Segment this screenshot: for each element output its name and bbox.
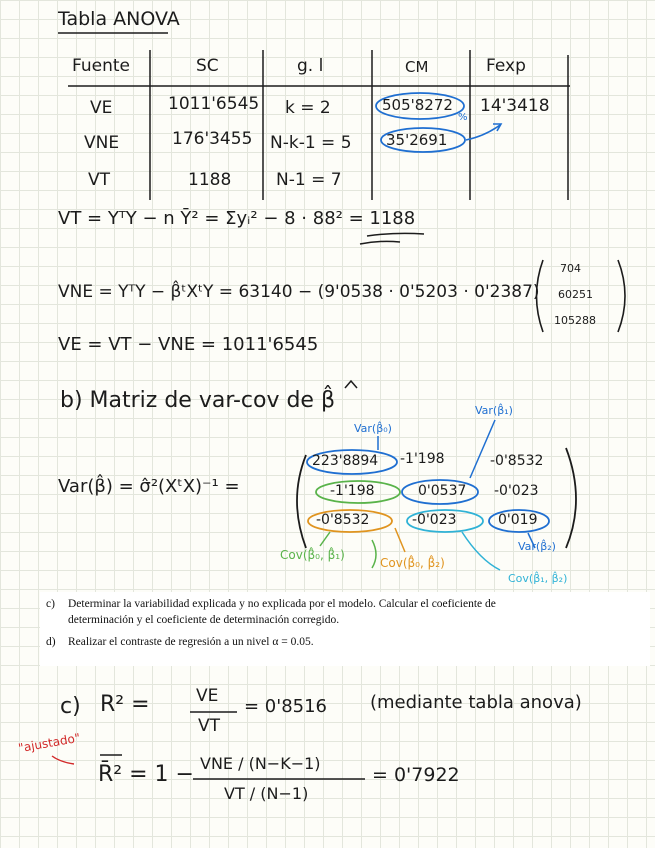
eq-ve: VE = VT − VNE = 1011'6545: [58, 334, 319, 355]
row-vne-fuente: VNE: [84, 133, 120, 153]
adj-frac-num: VNE / (N−K−1): [200, 754, 321, 773]
matrix-r2-c2: 0'019: [498, 512, 538, 528]
row-ve-cm: 505'8272: [382, 96, 453, 114]
adj-frac-den: VT / (N−1): [224, 784, 309, 803]
header-sc: SC: [196, 56, 219, 76]
section-b-heading: b) Matriz de var-cov de β̂: [60, 388, 335, 413]
row-vt-fuente: VT: [88, 170, 111, 190]
row-vne-cm: 35'2691: [386, 131, 448, 149]
row-vne-sc: 176'3455: [172, 129, 253, 149]
header-cm: CM: [405, 58, 429, 76]
label-var-b0: Var(β̂₀): [354, 422, 392, 435]
item-c-line2: determinación y el coeficiente de determinación corregido.: [68, 614, 340, 626]
adj-note-arrow: [52, 756, 74, 764]
matrix-r1-c1: 0'0537: [418, 483, 467, 499]
header-fuente: Fuente: [72, 56, 130, 76]
vne-vector-2: 105288: [554, 314, 596, 327]
cm-arrow: [466, 125, 500, 140]
adj-value: = 0'7922: [372, 764, 460, 786]
printed-exercise-band: [40, 592, 650, 666]
r2-lhs: R² =: [100, 692, 150, 717]
matrix-r0-c0: 223'8894: [312, 453, 379, 469]
r2-frac-den: VT: [198, 716, 221, 736]
row-ve-gl: k = 2: [285, 98, 331, 118]
eq-vne: VNE = YᵀY − β̂ᵗXᵗY = 63140 − (9'0538 · 0'5203 · 0'2387): [58, 282, 540, 302]
r2-frac-num: VE: [196, 686, 219, 706]
matrix-r1-c0: -1'198: [330, 483, 375, 499]
header-fexp: Fexp: [486, 56, 526, 76]
table-title: Tabla ANOVA: [58, 8, 180, 30]
label-var-b2: Var(β̂₂): [518, 540, 556, 553]
matrix-r2-c1: -0'023: [412, 512, 457, 528]
r2-note: (mediante tabla anova): [370, 692, 582, 713]
matrix-r0-c2: -0'8532: [490, 453, 544, 469]
vt-underline: [367, 233, 424, 236]
row-ve-fuente: VE: [90, 98, 113, 118]
adj-lhs: R̄² = 1 −: [98, 762, 194, 787]
row-vne-gl: N-k-1 = 5: [270, 133, 352, 153]
matrix-r0-c1: -1'198: [400, 451, 445, 467]
adj-note: "ajustado": [17, 730, 82, 756]
r2-value: = 0'8516: [244, 696, 328, 717]
vne-vector-0: 704: [560, 262, 581, 275]
row-vt-gl: N-1 = 7: [276, 170, 342, 190]
matrix-r2-c0: -0'8532: [316, 512, 370, 528]
var-beta-lhs: Var(β̂) = σ̂²(XᵗX)⁻¹ =: [58, 476, 240, 497]
item-d-label: d): [46, 636, 56, 648]
percent-note: %: [458, 112, 468, 123]
row-vt-sc: 1188: [188, 170, 232, 190]
label-var-b1: Var(β̂₁): [475, 404, 513, 417]
row-ve-sc: 1011'6545: [168, 94, 260, 114]
eq-vt: VT = YᵀY − n Ȳ² = Σyᵢ² − 8 · 88² = 1188: [58, 208, 416, 229]
row-ve-fexp: 14'3418: [480, 96, 550, 116]
item-d-line1: Realizar el contraste de regresión a un nivel α = 0.05.: [68, 636, 314, 648]
label-cov-b1-b2: Cov(β̂₁, β̂₂): [508, 572, 568, 585]
label-cov-b0-b2: Cov(β̂₀, β̂₂): [380, 556, 445, 570]
matrix-rbracket: [566, 448, 576, 548]
matrix-lbracket: [297, 455, 306, 548]
vne-vector-1: 60251: [558, 288, 593, 301]
vne-vector-rparen: [618, 260, 625, 332]
item-c-label: c): [46, 598, 55, 610]
header-gl: g. l: [297, 56, 324, 76]
matrix-r1-c2: -0'023: [494, 483, 539, 499]
section-c-label: c): [60, 694, 81, 719]
item-c-line1: Determinar la variabilidad explicada y no explicada por el modelo. Calcular el coeficiente de: [68, 598, 496, 610]
label-cov-b0-b1: Cov(β̂₀, β̂₁): [280, 548, 345, 562]
